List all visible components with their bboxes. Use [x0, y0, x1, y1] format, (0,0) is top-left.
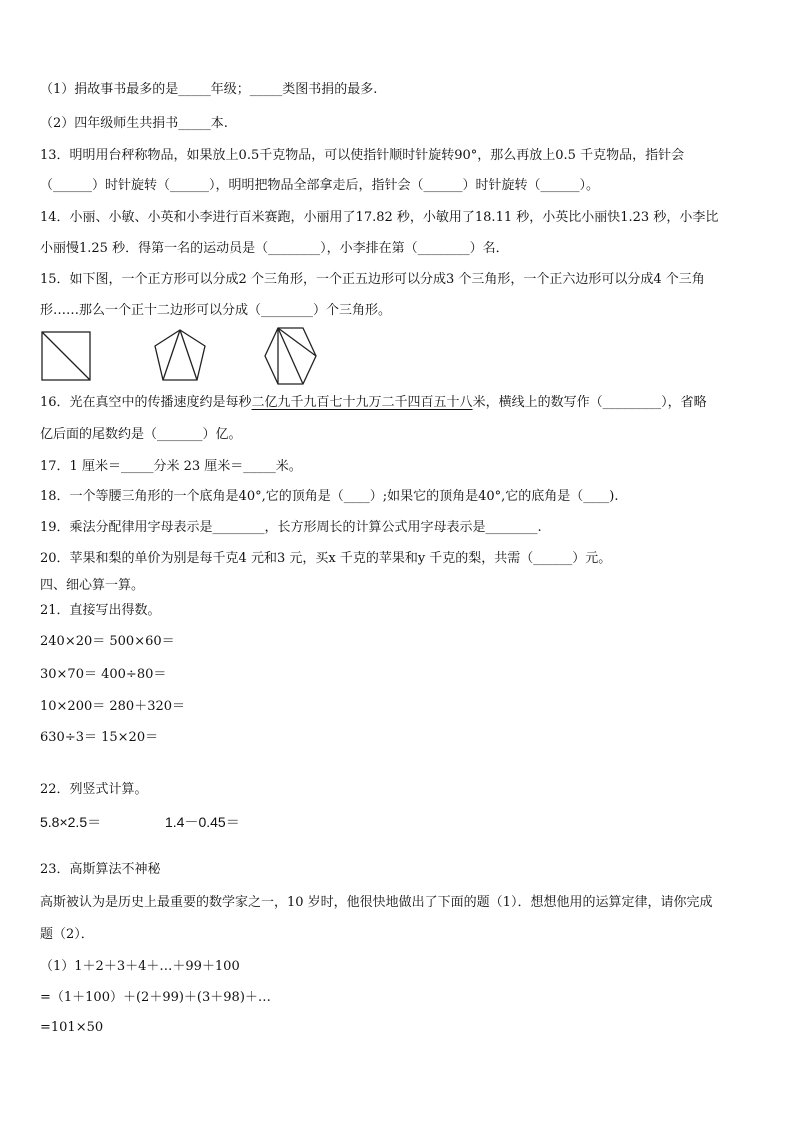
question-13-line-1: 13．明明用台秤称物品，如果放上0.5千克物品，可以使指针顺时针旋转90°，那么再放上0.5 千克物品，指针会	[40, 148, 685, 163]
sub-question-2: （2）四年级师生共捐书_____本.	[40, 116, 228, 131]
question-18: 18．一个等腰三角形的一个底角是40°,它的顶角是（____）;如果它的顶角是40°,它的底角是（____).	[40, 489, 619, 504]
question-15-line-1: 15．如下图，一个正方形可以分成2 个三角形，一个正五边形可以分成3 个三角形，一个正六边形可以分成4 个三角	[40, 272, 705, 287]
question-23-line-2: 题（2）．	[40, 927, 94, 942]
calc-row-4: 630÷3＝ 15×20＝	[40, 730, 159, 745]
question-17: 17．1 厘米＝_____分米 23 厘米＝_____米。	[40, 459, 302, 474]
hexagon-figure	[265, 328, 316, 384]
question-23-title: 23．高斯算法不神秘	[40, 862, 161, 877]
calc-row-1: 240×20＝ 500×60＝	[40, 634, 175, 649]
sub-question-1: （1）捐故事书最多的是_____年级；_____类图书捐的最多.	[40, 82, 378, 97]
question-16-prefix: 16．光在真空中的传播速度约是每秒	[40, 395, 252, 410]
question-21: 21．直接写出得数。	[40, 603, 161, 618]
question-22: 22．列竖式计算。	[40, 782, 148, 797]
question-14-line-2: 小丽慢1.25 秒．得第一名的运动员是（________），小李排在第（________）名．	[40, 241, 509, 256]
question-16-line-1	[40, 395, 707, 411]
vertical-calc-2: 1.4－0.45＝	[165, 814, 240, 830]
pentagon-figure	[155, 330, 205, 380]
vertical-calc-1: 5.8×2.5＝	[40, 814, 102, 830]
calc-row-3: 10×200＝ 280＋320＝	[40, 699, 186, 714]
question-13-line-2: （______）时针旋转（______），明明把物品全部拿走后，指针会（______）时针旋转（______）。	[40, 178, 600, 193]
question-16-underlined-number: 二亿九千九百七十九万二千四百五十八	[251, 395, 473, 410]
question-14-line-1: 14．小丽、小敏、小英和小李进行百米赛跑，小丽用了17.82 秒，小敏用了18.11 秒，小英比小丽快1.23 秒，小李比	[40, 210, 719, 225]
question-16-line-2: 亿后面的尾数约是（_______）亿。	[40, 427, 242, 442]
polygon-figures	[40, 326, 340, 388]
section-4-heading: 四、细心算一算。	[40, 578, 145, 593]
gauss-step-2: =（1＋100）＋(2＋99)＋(3＋98)＋…	[40, 990, 271, 1005]
calc-row-2: 30×70＝ 400÷80＝	[40, 667, 167, 682]
question-16-suffix: 米，横线上的数写作（_________），省略	[472, 395, 707, 410]
square-figure	[42, 332, 90, 380]
gauss-step-3: =101×50	[40, 1020, 104, 1035]
question-15-line-2: 形……那么一个正十二边形可以分成（________）个三角形。	[40, 303, 392, 318]
gauss-step-1: （1）1＋2＋3＋4＋…＋99＋100	[40, 959, 240, 974]
question-19: 19．乘法分配律用字母表示是________，长方形周长的计算公式用字母表示是________.	[40, 520, 542, 535]
question-23-line-1: 高斯被认为是历史上最重要的数学家之一，10 岁时，他很快地做出了下面的题（1）．想想他用的运算定律，请你完成	[40, 895, 713, 910]
question-20: 20．苹果和梨的单价为别是每千克4 元和3 元，买x 千克的苹果和y 千克的梨，共需（______）元。	[40, 551, 612, 566]
